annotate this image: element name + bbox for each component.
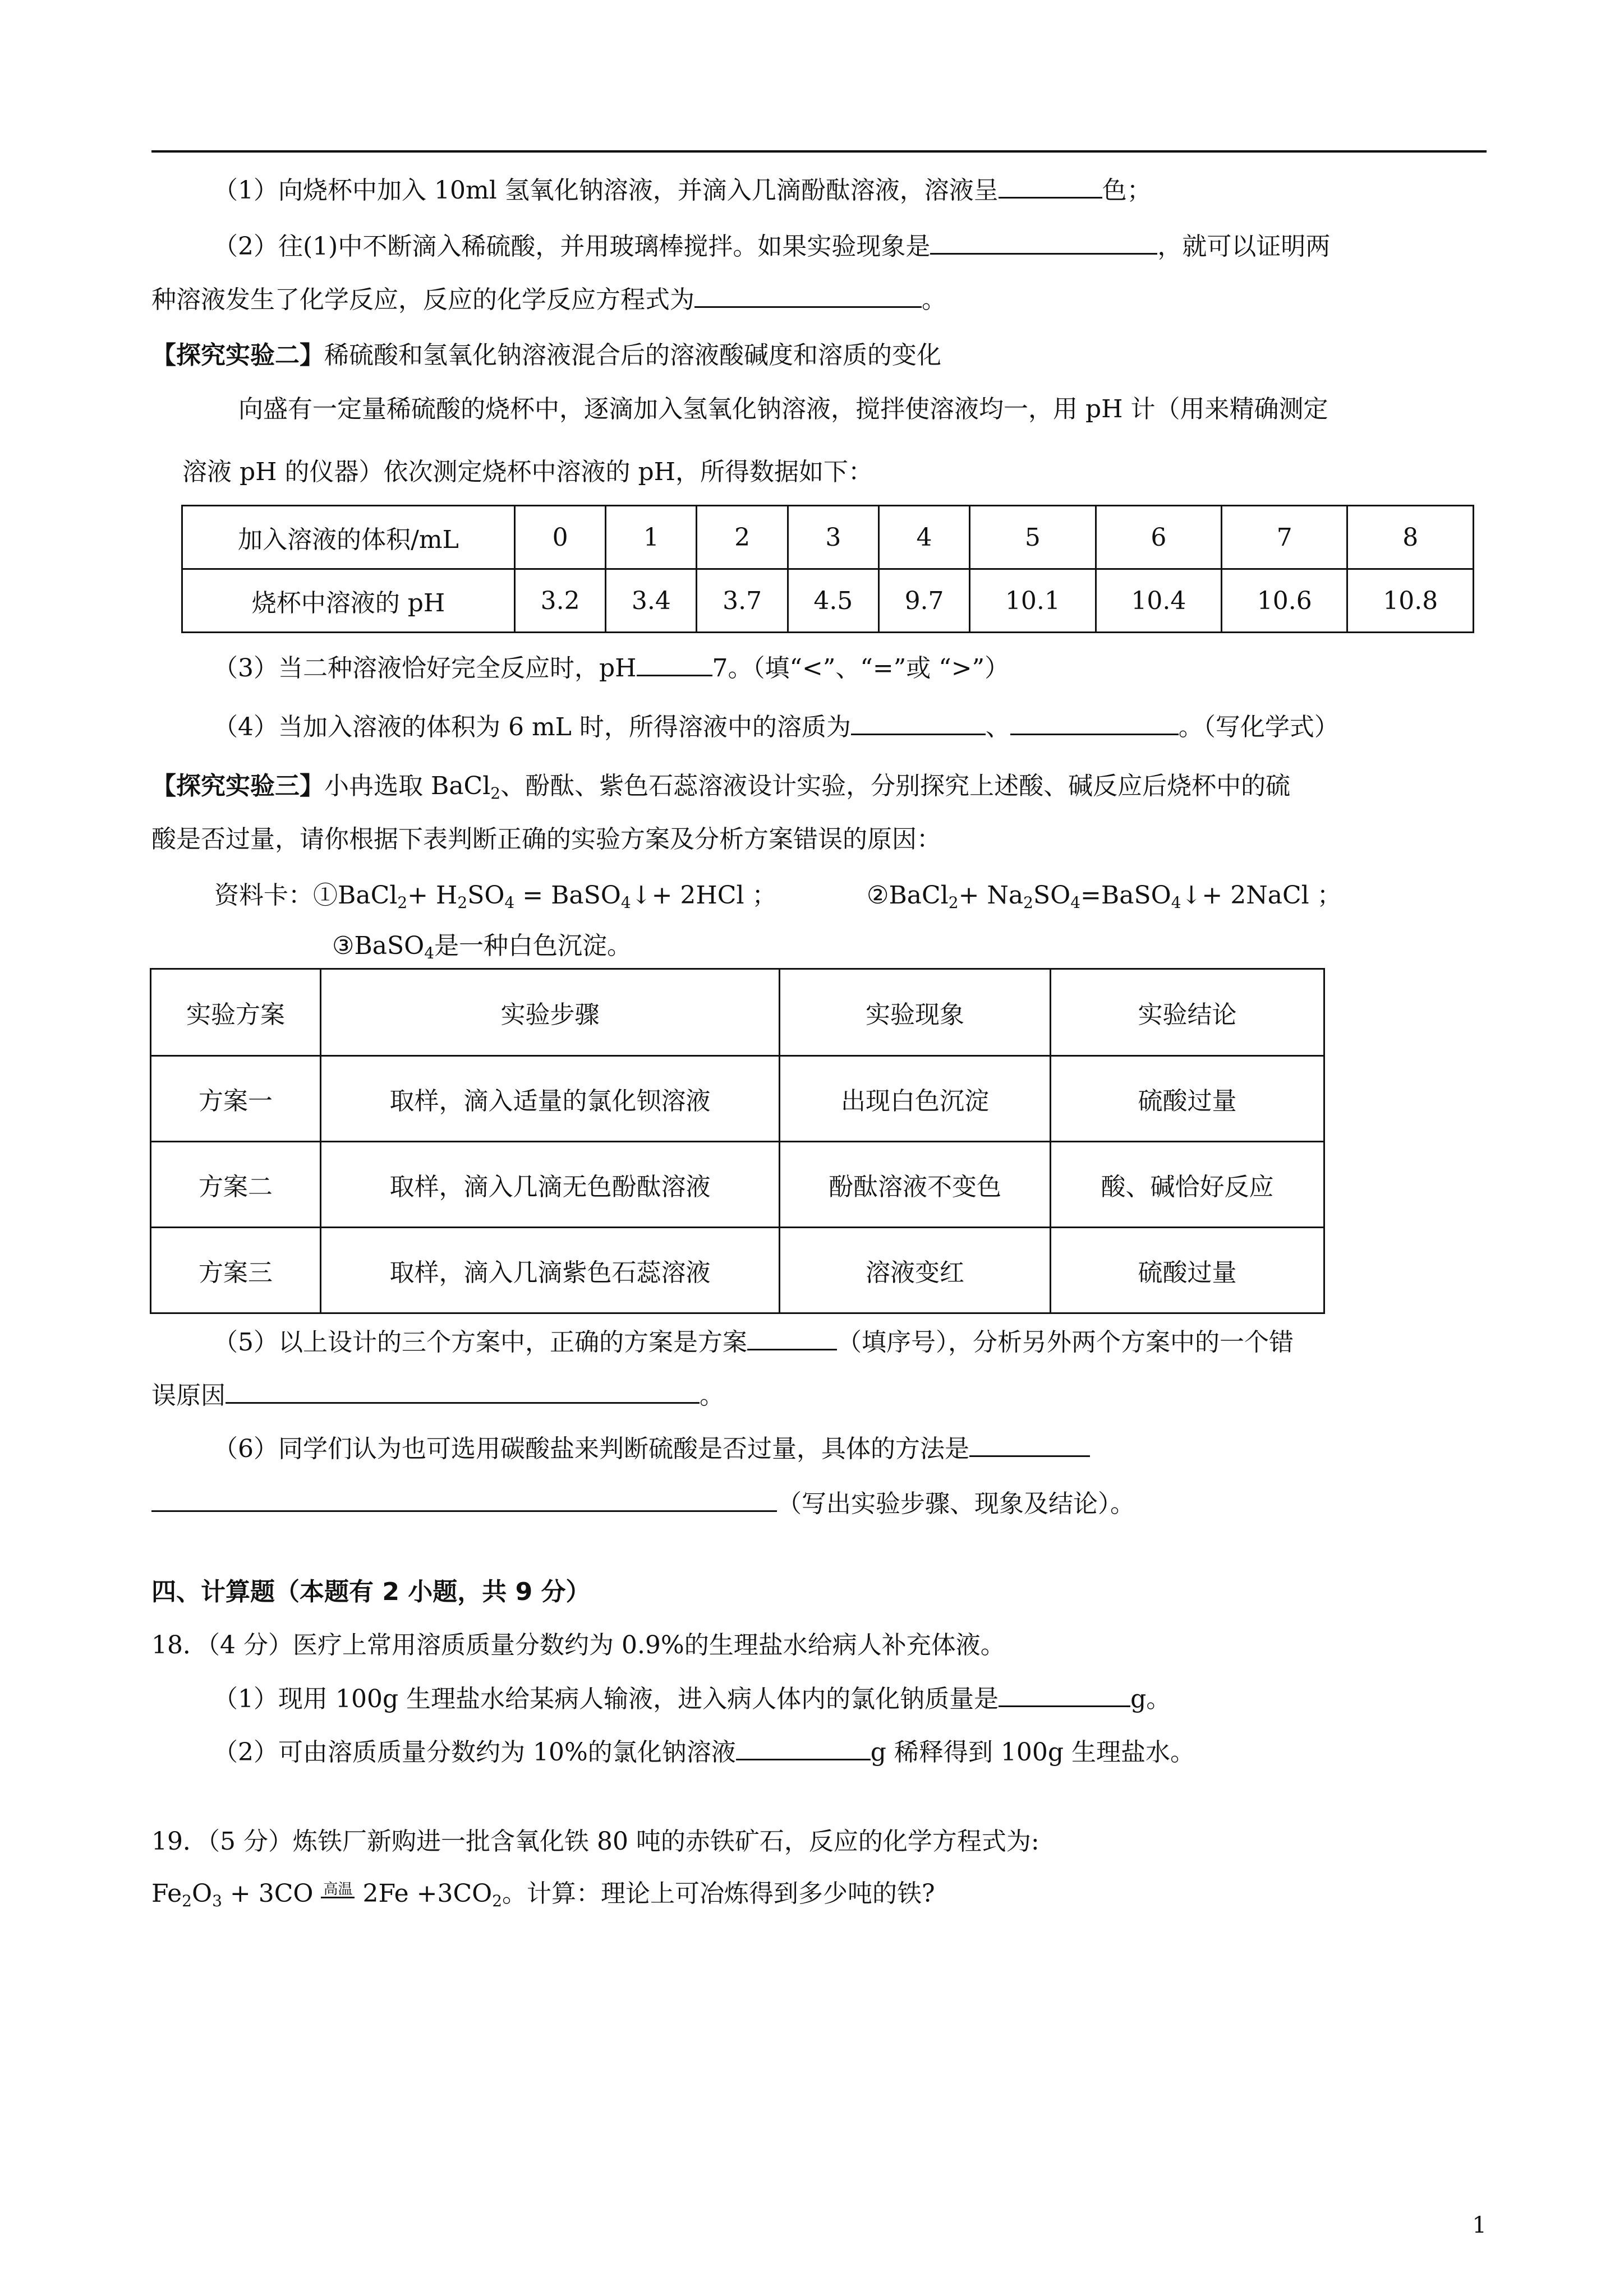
plan-table-header-cell: 实验方案 (151, 969, 321, 1056)
ph-table-cell: 6 (1096, 506, 1221, 569)
answer-blank[interactable] (637, 674, 712, 676)
ph-table-cell: 10.8 (1347, 569, 1474, 633)
plan-table-header-cell: 实验步骤 (321, 969, 780, 1056)
plan-table-cell: 取样，滴入几滴无色酚酞溶液 (321, 1142, 780, 1228)
answer-blank[interactable] (969, 1455, 1090, 1457)
answer-blank[interactable] (736, 1758, 871, 1760)
ph-table-cell: 7 (1222, 506, 1347, 569)
question-6-line1: （6）同学们认为也可选用碳酸盐来判断硫酸是否过量，具体的方法是 (213, 1437, 1090, 1461)
question-6-line2: （写出实验步骤、现象及结论）。 (151, 1492, 1135, 1516)
plan-table-cell: 方案一 (151, 1056, 321, 1142)
answer-blank[interactable] (930, 252, 1157, 255)
question-2-line1: （2）往(1)中不断滴入稀硫酸，并用玻璃棒搅拌。如果实验现象是 ，就可以证明两 (213, 232, 1331, 261)
answer-blank[interactable] (747, 1348, 837, 1350)
ph-table-cell: 9.7 (878, 569, 969, 633)
question-18-stem: 18．（4 分）医疗上常用溶质质量分数约为 0.9%的生理盐水给病人补充体液。 (151, 1631, 1005, 1659)
info-card-reaction-2: ②BaCl$_2$+ $Na_2SO_4=BaSO_4↓+$ 2NaCl ； (867, 881, 1342, 912)
plan-table-cell: 硫酸过量 (1051, 1056, 1324, 1142)
ph-table-cell: 10.6 (1222, 569, 1347, 633)
ph-table-row-volume (182, 506, 1474, 569)
plan-table-cell: 溶液变红 (780, 1228, 1051, 1313)
ph-table (181, 505, 1474, 633)
ph-table-cell: 2 (697, 506, 788, 569)
ph-table-cell: 10.4 (1096, 569, 1221, 633)
plan-table-cell: 酸、碱恰好反应 (1051, 1142, 1324, 1228)
question-2-line2: 种溶液发生了化学反应，反应的化学反应方程式为 。 (151, 285, 946, 314)
info-card-reaction-1: 资料卡：①BaCl$_2$+ $H_2SO_4$ = BaSO$_4$↓+ 2HCl ； (214, 881, 777, 912)
question-3: （3）当二种溶液恰好完全反应时，pH 7。（填“<”、“=”或 “>”） (213, 654, 1010, 683)
plan-table-cell: 方案三 (151, 1228, 321, 1313)
answer-blank[interactable] (694, 306, 922, 308)
ph-table-cell: 0 (515, 506, 606, 569)
ph-table-row-ph (182, 569, 1474, 633)
experiment-2-para-line1: 向盛有一定量稀硫酸的烧杯中，逐滴加入氢氧化钠溶液，搅拌使溶液均一，用 pH 计（用来精确测定 (238, 395, 1328, 423)
answer-blank[interactable] (999, 1705, 1130, 1707)
ph-table-cell: 5 (970, 506, 1096, 569)
ph-table-cell: 3.7 (697, 569, 788, 633)
question-19-equation: $Fe_2O_3 + 3CO$ 高温 $2Fe +3CO_2$。计算：理论上可冶炼得到多少吨的铁? (151, 1879, 935, 1910)
plan-table-cell: 酚酞溶液不变色 (780, 1142, 1051, 1228)
plan-table-header (151, 969, 1324, 1056)
experiment-2-heading: 【探究实验二】稀硫酸和氢氧化钠溶液混合后的溶液酸碱度和溶质的变化 (151, 341, 941, 370)
plan-table-cell: 方案二 (151, 1142, 321, 1228)
plan-table-row (151, 1056, 1324, 1142)
plan-table-row (151, 1142, 1324, 1228)
answer-blank[interactable] (151, 1510, 777, 1512)
ph-table-cell: 3.2 (515, 569, 606, 633)
plan-table-cell: 出现白色沉淀 (780, 1056, 1051, 1142)
plan-table-cell: 取样，滴入适量的氯化钡溶液 (321, 1056, 780, 1142)
question-18-part-1: （1）现用 100g 生理盐水给某病人输液，进入病人体内的氯化钠质量是 g。 (213, 1685, 1171, 1713)
question-5-line1: （5）以上设计的三个方案中，正确的方案是方案 （填序号），分析另外两个方案中的一个错 (213, 1328, 1294, 1357)
plan-table-cell: 取样，滴入几滴紫色石蕊溶液 (321, 1228, 780, 1313)
ph-table-cell: 4.5 (788, 569, 878, 633)
ph-table-cell: 3.4 (606, 569, 697, 633)
info-card-note-3: ③BaSO$_4$是一种白色沉淀。 (332, 932, 632, 962)
answer-blank[interactable] (226, 1401, 700, 1404)
ph-table-cell: 4 (878, 506, 969, 569)
answer-blank[interactable] (999, 196, 1102, 199)
plan-table (150, 968, 1325, 1314)
question-18-part-2: （2）可由溶质质量分数约为 10%的氯化钠溶液 g 稀释得到 100g 生理盐水。 (213, 1738, 1195, 1767)
experiment-2-para-line2: 溶液 pH 的仪器）依次测定烧杯中溶液的 pH，所得数据如下： (182, 458, 873, 486)
question-1: （1）向烧杯中加入 10ml 氢氧化钠溶液，并滴入几滴酚酞溶液，溶液呈 色； (213, 176, 1152, 205)
ph-table-cell: 10.1 (970, 569, 1096, 633)
plan-table-header-cell: 实验现象 (780, 969, 1051, 1056)
answer-blank[interactable] (1010, 733, 1179, 735)
ph-table-cell: 8 (1347, 506, 1474, 569)
page-number: 1 (1472, 2212, 1487, 2238)
question-5-line2: 误原因 。 (151, 1381, 724, 1410)
answer-blank[interactable] (851, 733, 986, 735)
section-4-title: 四、计算题（本题有 2 小题，共 9 分） (151, 1578, 591, 1606)
ph-table-cell: 3 (788, 506, 878, 569)
question-4: （4）当加入溶液的体积为 6 mL 时，所得溶液中的溶质为 、 。（写化学式） (213, 713, 1339, 741)
experiment-3-line1: 【探究实验三】小冉选取 BaCl$_2$、酚酞、紫色石蕊溶液设计实验，分别探究上述酸、碱反应后烧杯中的硫 (151, 772, 1291, 803)
plan-table-row (151, 1228, 1324, 1313)
plan-table-header-cell: 实验结论 (1051, 969, 1324, 1056)
reaction-condition: 高温 (321, 1882, 355, 1898)
ph-table-cell: 1 (606, 506, 697, 569)
experiment-3-line2: 酸是否过量，请你根据下表判断正确的实验方案及分析方案错误的原因： (151, 825, 941, 854)
question-19-stem: 19．（5 分）炼铁厂新购进一批含氧化铁 80 吨的赤铁矿石，反应的化学方程式为: (151, 1827, 1039, 1856)
header-rule (151, 150, 1487, 153)
ph-table-label: 烧杯中溶液的 pH (182, 569, 515, 633)
ph-table-label: 加入溶液的体积/mL (182, 506, 515, 569)
plan-table-cell: 硫酸过量 (1051, 1228, 1324, 1313)
